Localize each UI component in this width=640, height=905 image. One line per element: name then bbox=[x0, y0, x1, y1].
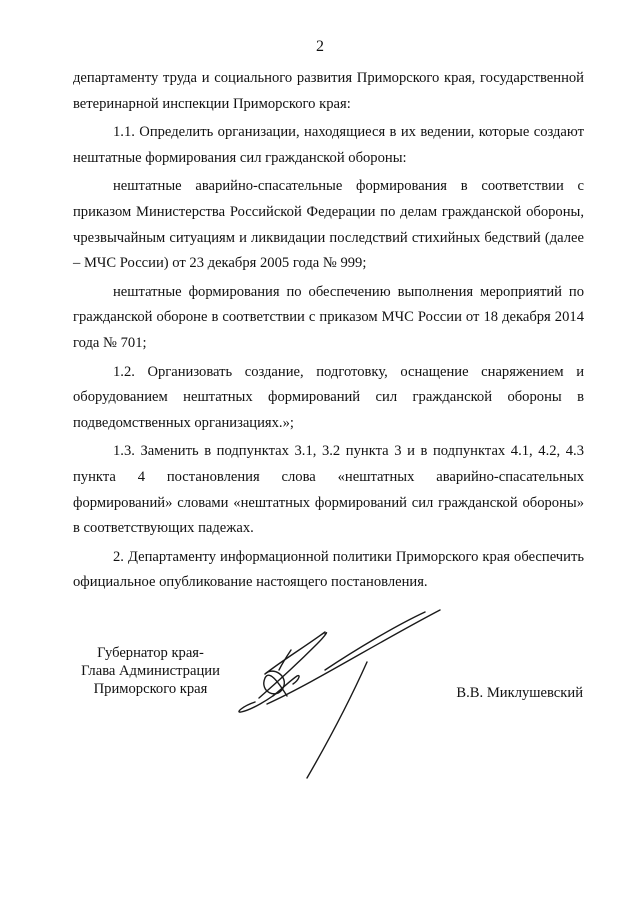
paragraph-departments: департаменту труда и социального развития Приморского края, государственной ветеринарной инспекции Приморского края: bbox=[73, 70, 584, 112]
signatory-title bbox=[73, 644, 228, 698]
handwritten-signature bbox=[225, 600, 465, 790]
signatory-title-line: Глава Администрации bbox=[81, 663, 220, 679]
paragraph-1-2: 1.2. Организовать создание, подготовку, оснащение снаряжением и оборудованием нештатных формирований сил гражданской обороны в подведомственных организациях.»; bbox=[73, 363, 584, 431]
paragraph-1-1: 1.1. Определить организации, находящиеся в их ведении, которые создают нештатные формирования сил гражданской обороны: bbox=[73, 124, 584, 166]
signatory-title-line: Губернатор края- bbox=[97, 645, 204, 661]
page-number: 2 bbox=[316, 38, 324, 55]
paragraph-civil-defense-formations: нештатные формирования по обеспечению выполнения мероприятий по гражданской обороне в соответствии с приказом МЧС России от 18 декабря 2014 года № 701; bbox=[73, 283, 584, 351]
paragraph-emergency-formations: нештатные аварийно-спасательные формирования в соответствии с приказом Министерства Российской Федерации по делам гражданской обороны, чрезвычайным ситуациям и ликвидации последствий стихийных бедствий (далее – МЧС России) от 23 декабря 2005 года № 999; bbox=[73, 178, 584, 272]
signatory-name: В.В. Миклушевский bbox=[456, 685, 583, 701]
signatory-title-line: Приморского края bbox=[93, 681, 208, 697]
paragraph-2: 2. Департаменту информационной политики Приморского края обеспечить официальное опубликование настоящего постановления. bbox=[73, 548, 584, 591]
document-body bbox=[73, 66, 584, 599]
paragraph-1-3: 1.3. Заменить в подпунктах 3.1, 3.2 пункта 3 и в подпунктах 4.1, 4.2, 4.3 пункта 4 постановления слова «нештатных аварийно-спасательных формирований» словами «нештатных формирований сил гражданской обороны» в соответствующих падежах. bbox=[73, 443, 584, 537]
